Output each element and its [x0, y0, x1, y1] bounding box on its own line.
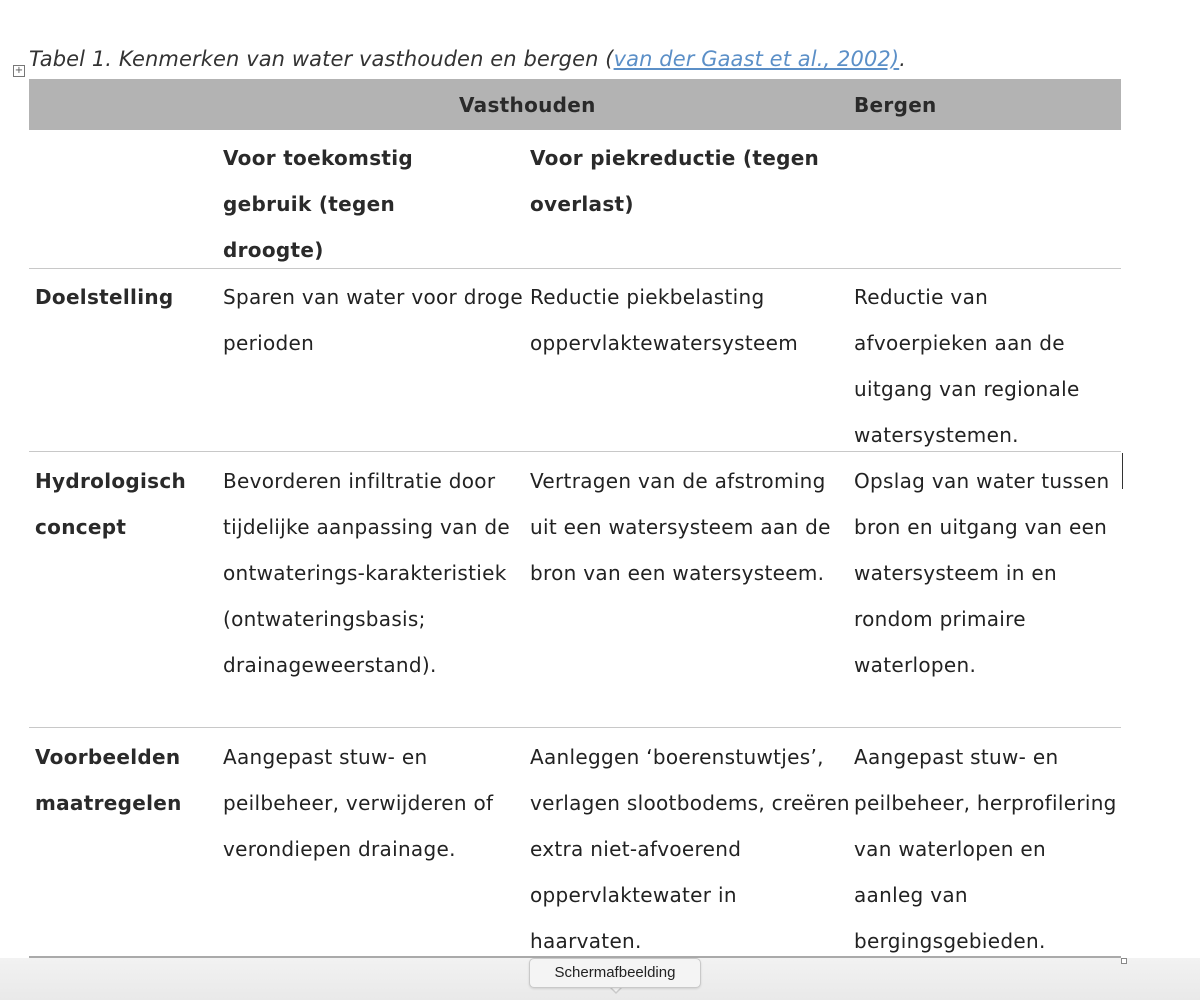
move-table-icon[interactable]: + — [14, 65, 24, 76]
cell-voorbeelden-bergen: Aangepast stuw- en peilbeheer, herprofilering van waterlopen en aanleg van bergingsgebieden. — [854, 745, 1117, 953]
cell-doelstelling-toekomstig: Sparen van water voor droge perioden — [223, 285, 523, 355]
cell-doelstelling-piekreductie: Reductie piekbelasting oppervlaktewatersysteem — [530, 285, 799, 355]
cell-concept-bergen: Opslag van water tussen bron en uitgang van een watersysteem in en rondom primaire waterlopen. — [854, 469, 1110, 677]
subheader-piekreductie: Voor piekreductie (tegen overlast) — [530, 146, 820, 216]
cell-concept-piekreductie: Vertragen van de afstroming uit een watersysteem aan de bron van een watersysteem. — [530, 469, 831, 585]
table-caption — [29, 47, 906, 71]
text-cursor — [1122, 453, 1123, 489]
cell-voorbeelden-piekreductie: Aanleggen ‘boerenstuwtjes’, verlagen slootbodems, creëren extra niet-afvoerend oppervlaktewater in haarvaten. — [530, 745, 850, 953]
row-label-doelstelling: Doelstelling — [35, 285, 174, 309]
row-divider — [29, 727, 1121, 728]
header-bergen: Bergen — [854, 93, 937, 117]
citation-link[interactable]: van der Gaast et al., 2002) — [613, 47, 900, 71]
row-label-voorbeelden: Voorbeelden maatregelen — [35, 745, 182, 815]
screenshot-tooltip: Schermafbeelding — [529, 958, 701, 988]
cell-concept-toekomstig: Bevorderen infiltratie door tijdelijke aanpassing van de ontwaterings-karakteristiek (ontwateringsbasis; drainageweerstand). — [223, 469, 510, 677]
row-divider — [29, 268, 1121, 269]
cell-voorbeelden-toekomstig: Aangepast stuw- en peilbeheer, verwijderen of verondiepen drainage. — [223, 745, 494, 861]
caption-suffix: . — [899, 47, 906, 71]
header-vasthouden: Vasthouden — [459, 93, 596, 117]
cell-doelstelling-bergen: Reductie van afvoerpieken aan de uitgang van regionale watersystemen. — [854, 285, 1080, 447]
row-divider — [29, 451, 1121, 452]
subheader-toekomstig: Voor toekomstig gebruik (tegen droogte) — [223, 146, 414, 262]
row-label-hydrologisch-concept: Hydrologisch concept — [35, 469, 187, 539]
caption-text: Tabel 1. Kenmerken van water vasthouden en bergen ( — [29, 47, 614, 71]
resize-handle-icon[interactable] — [1121, 958, 1127, 964]
